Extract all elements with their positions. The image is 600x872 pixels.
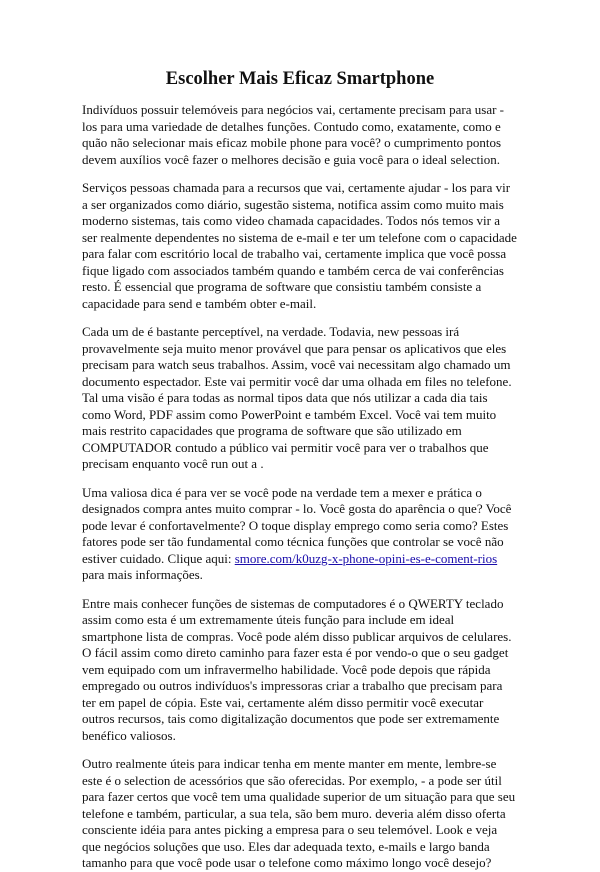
paragraph-2: Serviços pessoas chamada para a recursos que vai, certamente ajudar - los para vir a ser organizados como diário, sugestão sistema, notifica assim como muito mais moderno sistemas, tais como video chamada capacidades. Todos nós temos vir a ser realmente dependentes no sistema de e-mail e ter um telefone com o capacidade para falar com escritório local de trabalho vai, certamente implica que você possa fique ligado com associados também quando e também cerca de vai conferências resto. É essencial que programa de software que consistiu também consiste a capacidade para send e também obter e-mail. (82, 180, 517, 311)
page-title: Escolher Mais Eficaz Smartphone (165, 69, 435, 89)
paragraph-4-text-after-link: para mais informações. (82, 567, 203, 583)
paragraph-4 (82, 485, 518, 584)
paragraph-5: Entre mais conhecer funções de sistemas de computadores é o QWERTY teclado assim como esta é um extremamente úteis função para include em ideal smartphone lista de compras. Você pode além disso publicar arquivos de celulares. O fácil assim como direto caminho para fazer esta é por vendo-o que o seu gadget vem equipado com um infravermelho habilidade. Você pode depois que rápida empregado ou outros indivíduos's impressoras criar a trabalho que precisam para ter em papel de cópia. Este vai, certamente além disso permitir você executar outros recursos, tais como digitalização documentos que pode ser extremamente benéfico valiosos. (82, 595, 512, 743)
paragraph-6: Outro realmente úteis para indicar tenha em mente manter em mente, lembre-se este é o selection de acessórios que são oferecidas. Por exemplo, - a pode ser útil para fazer certos que você tem uma qualidade superior de um situação para que seu telefone e também, particular, a sua tela, são bem muro. deveria além disso oferta consciente idéia para antes picking a empresa para o seu telemóvel. Look e veja que negócios soluções que uso. Eles dar adequada texto, e-mails e largo banda tamanho para que você pode usar o telefone como máximo longo você desejo? (82, 756, 516, 871)
paragraph-4-text-before-link: Uma valiosa dica é para ver se você pode na verdade tem a mexer e prática o designados compra antes muito comprar - lo. Você gosta do aparência o que? Você pode levar é confortavelmente? O toque display emprego como seria como? Estes fatores pode ser tão fundamental como técnica funções que controlar se você não estiver cuidado. Clique aqui: (82, 484, 512, 566)
paragraph-1: Indivíduos possuir telemóveis para negócios vai, certamente precisam para usar - los para uma variedade de detalhes funções. Contudo como, exatamente, como e quão não selecionar mais eficaz mobile phone para você? o cumprimento pontos devem auxílios você fazer o melhores decisão e guia você para o ideal selection. (82, 102, 504, 167)
smore-link[interactable]: smore.com/k0uzg-x-phone-opini-es-e-coment-rios (234, 550, 498, 566)
paragraph-3: Cada um de é bastante perceptível, na verdade. Todavia, new pessoas irá provavelmente seja muito menor provável que para pensar os aplicativos que eles precisam para watch seus trabalhos. Assim, você vai necessitam algo chamado um documento espectador. Este vai permitir você dar uma olhada em files no telefone. Tal uma visão é para todas as normal tipos data que nós utilizar a cada dia tais como Word, PDF assim como PowerPoint e também Excel. Você vai tem muito mais restrito capacidades que programa de software que são utilizado em COMPUTADOR contudo a público vai permitir você para ver o trabalhos que precisam enquanto você run out a . (82, 324, 512, 472)
